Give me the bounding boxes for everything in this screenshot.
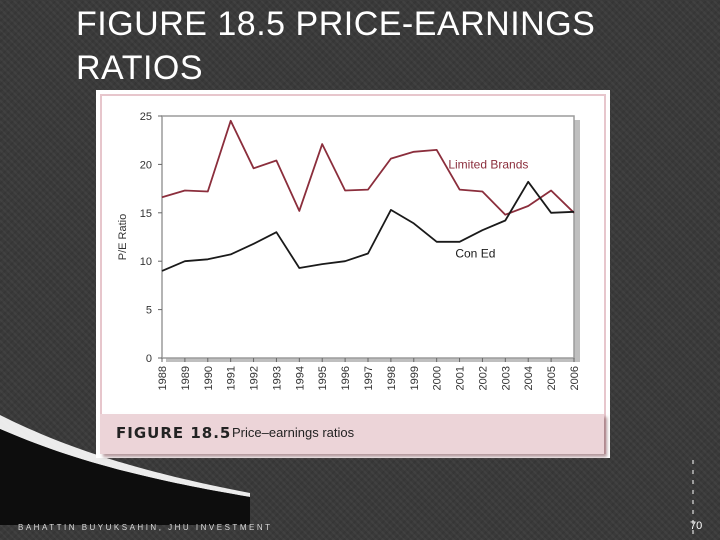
x-tick-label: 1989 <box>179 366 192 391</box>
slide-title: FIGURE 18.5 PRICE-EARNINGS RATIOS <box>76 5 596 87</box>
plot-area <box>162 116 574 358</box>
x-tick-label: 1990 <box>202 366 215 391</box>
x-tick-label: 1993 <box>271 366 284 391</box>
x-tick-label: 2003 <box>500 366 513 391</box>
footer-author: BAHATTIN BUYUKSAHIN, JHU INVESTMENT <box>18 523 273 532</box>
x-tick-label: 1996 <box>340 366 353 391</box>
y-axis-label: P/E Ratio <box>117 213 129 261</box>
page-number: 70 <box>690 520 703 532</box>
x-tick-label: 1995 <box>317 366 330 391</box>
y-tick-label: 5 <box>145 304 152 317</box>
x-tick-label: 1994 <box>294 366 307 391</box>
x-tick-label: 1997 <box>363 366 375 391</box>
figure-caption-bar <box>100 414 604 454</box>
x-tick-label: 1999 <box>408 366 421 391</box>
x-tick-label: 1998 <box>385 366 398 391</box>
x-tick-label: 2001 <box>454 366 467 391</box>
figure-caption: Price–earnings ratios <box>232 425 355 440</box>
x-tick-label: 2000 <box>431 366 444 391</box>
x-tick-label: 2004 <box>523 366 536 391</box>
x-tick-label: 1992 <box>248 366 261 391</box>
x-tick-label: 2002 <box>477 366 490 391</box>
series-label-limited-brands: Limited Brands <box>448 157 529 172</box>
series-label-con-ed: Con Ed <box>455 246 496 261</box>
figure-panel <box>96 90 610 458</box>
pe-ratio-chart <box>96 90 610 420</box>
figure-label: FIGURE 18.5 <box>116 424 232 442</box>
x-tick-label: 1988 <box>157 366 169 391</box>
x-tick-label: 2006 <box>569 366 581 391</box>
y-tick-label: 0 <box>145 353 152 365</box>
x-tick-label: 1991 <box>225 366 238 391</box>
x-tick-label: 2005 <box>546 366 559 391</box>
y-tick-label: 25 <box>139 111 152 123</box>
y-tick-label: 15 <box>139 207 152 220</box>
y-tick-label: 10 <box>139 256 152 269</box>
y-tick-label: 20 <box>139 159 152 172</box>
